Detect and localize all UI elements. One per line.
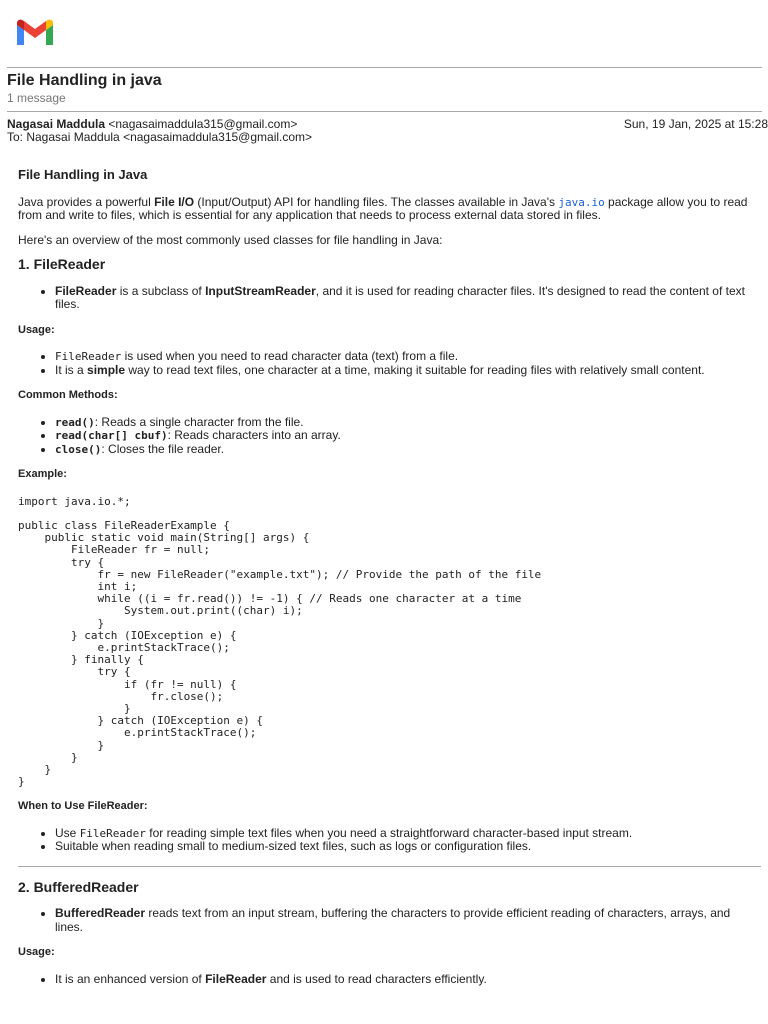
method-code: close() — [55, 442, 102, 456]
intro-text-2: (Input/Output) API for handling files. The classes available in Java's — [194, 194, 559, 209]
list-text: It is a — [55, 362, 88, 377]
bufferedreader-usage-list — [18, 973, 760, 987]
list-text: : Closes the file reader. — [101, 441, 225, 456]
list-item — [55, 350, 760, 364]
list-text: , and it is used for reading character files. It's designed to read the content of text files. — [55, 283, 745, 311]
section-heading-bufferedreader: 2. BufferedReader — [18, 878, 139, 895]
bold-term: FileReader — [55, 283, 117, 298]
list-text: : Reads a single character from the file. — [94, 414, 304, 429]
usage-label: Usage: — [18, 323, 55, 336]
message-count: 1 message — [7, 91, 66, 105]
intro-text-3: package allow you to read from and write to files, which is essential for any application that needs to process external data stored in files. — [18, 194, 748, 222]
list-text: is a subclass of — [116, 283, 206, 298]
sender-line — [7, 117, 297, 131]
list-item: • Suitable when reading small to medium-sized text files, such as logs or configuration files. — [55, 840, 760, 854]
gmail-logo-icon — [15, 17, 55, 47]
inline-code: FileReader — [79, 826, 146, 840]
bold-term: InputStreamReader — [205, 283, 316, 298]
example-label: Example: — [18, 468, 67, 480]
methods-list — [18, 416, 760, 457]
inline-code: FileReader — [55, 350, 122, 363]
list-item — [55, 285, 760, 312]
thread-subject: File Handling in java — [7, 72, 162, 89]
message-body — [18, 164, 760, 997]
intro-bold-fileio: File I/O — [154, 194, 195, 209]
subject-divider — [7, 111, 762, 112]
list-text: for reading simple text files when you need a straightforward character-based input stream. — [145, 825, 633, 840]
list-text: is used when you need to read character data (text) from a file. — [121, 349, 459, 363]
filereader-description-list — [18, 285, 760, 312]
list-text: Use — [55, 825, 80, 840]
list-item — [55, 827, 760, 841]
when-to-use-list — [18, 827, 760, 854]
list-text: and is used to read characters efficiently. — [266, 971, 487, 986]
bold-term: simple — [87, 362, 126, 377]
list-item — [55, 416, 760, 430]
list-text: reads text from an input stream, buffering the characters to provide efficient reading of characters, arrays, and lines. — [55, 906, 731, 934]
sender-email[interactable]: <nagasaimaddula315@gmail.com> — [108, 117, 298, 131]
list-text: It is an enhanced version of — [55, 971, 206, 986]
intro-code-javaio[interactable]: java.io — [558, 195, 605, 209]
when-to-use-label: When to Use FileReader: — [18, 800, 148, 813]
filereader-usage-list — [18, 350, 760, 377]
overview-paragraph: Here's an overview of the most commonly used classes for file handling in Java: — [18, 232, 443, 247]
common-methods-label: Common Methods: — [18, 389, 118, 401]
method-code: read(char[] cbuf) — [55, 429, 168, 442]
list-item — [55, 429, 760, 443]
article-title: File Handling in Java — [18, 167, 148, 182]
message-date: Sun, 19 Jan, 2025 at 15:28 — [623, 117, 768, 131]
header-divider — [7, 67, 762, 68]
intro-text-1: Java provides a powerful — [18, 194, 155, 209]
bold-term: BufferedReader — [55, 906, 146, 921]
section-divider — [18, 866, 761, 867]
list-item — [55, 907, 760, 934]
code-block: import java.io.*; public class FileReaderExample { public static void main(String[] args) { FileReader fr = null; try { fr = new FileReader("example.txt"); // Provide the path of the file int i; while ((i = fr.read()) != -1) { // Reads one character at a time System.out.print((char) i); } } catch (IOException e) { e.printStackTrace(); } finally { try { if (fr != null) { fr.close(); } } catch (IOException e) { e.printStackTrace(); } } } } — [18, 494, 542, 789]
bufferedreader-description-list — [18, 907, 760, 934]
section-heading-filereader: 1. FileReader — [18, 256, 106, 272]
list-item — [55, 364, 760, 378]
bold-term: FileReader — [205, 971, 267, 986]
list-item — [55, 973, 760, 987]
recipient-line: To: Nagasai Maddula <nagasaimaddula315@gmail.com> — [7, 130, 313, 144]
sender-name: Nagasai Maddula — [7, 117, 106, 131]
list-text: : Reads characters into an array. — [167, 428, 341, 442]
list-item — [55, 443, 760, 457]
list-text: way to read text files, one character at a time, making it suitable for reading files with relatively small content. — [125, 362, 705, 377]
method-code: read() — [55, 415, 95, 429]
usage-label: Usage: — [18, 946, 55, 959]
intro-paragraph — [18, 196, 760, 223]
